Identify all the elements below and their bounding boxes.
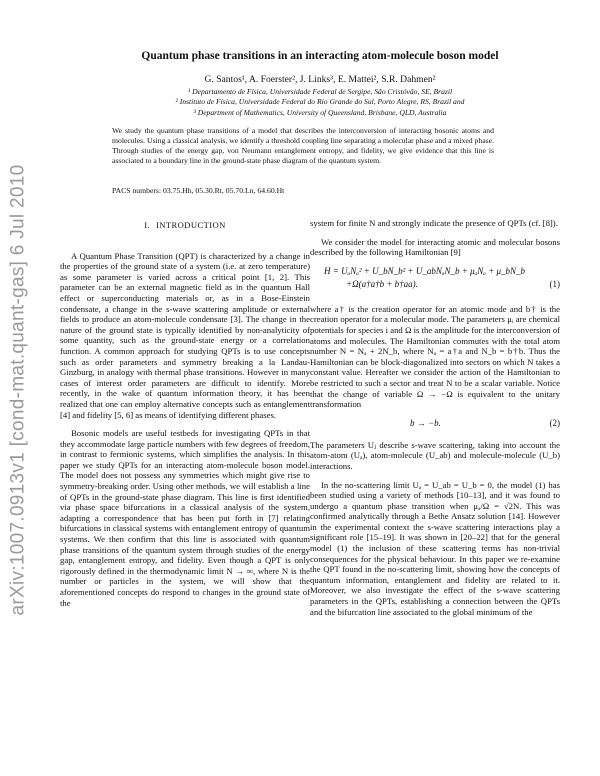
- equation-2-number: (2): [549, 417, 560, 428]
- abstract: We study the quantum phase transitions of a model that describes the interconversion of interacting bosonic atoms and molecules. Using a classical analysis, we identify a threshold coupling line separating a molecular phase and a mixed phase. Through studies of the energy gap, von Neumann entanglement entropy, and fidelity, we give evidence that this line is associated to a boundary line in the ground-state phase diagram of the quantum system.: [112, 126, 494, 166]
- equation-1-number: (1): [549, 278, 560, 289]
- author-list: G. Santos¹, A. Foerster², J. Links³, E. Mattei², S.R. Dahmen²: [204, 74, 436, 85]
- transformation-equation: [310, 418, 560, 432]
- continued-paragraph: system for finite N and strongly indicate the presence of QPTs (cf. [8]).: [310, 218, 558, 228]
- intro-paragraph-1: A Quantum Phase Transition (QPT) is characterized by a change in the properties of the ground state of a system (i.e. at zero temperature) as some parameter is varied across a critical point [1, 2]. This parameter can be an external magnetic field as in the quantum Hall effect or superconducting materials or, as in a Bose-Einstein condensate, a change in the s-wave scattering amplitude or external fields to produce an atom-molecule condensate [3]. The change in the nature of the ground state is typically identified by non-analyticity of some quantity, such as the ground-state energy or a correlation function. A common approach for studying QPTs is to use concepts such as order parameters and symmetry breaking a la Landau-Ginzburg, in analogy with thermal phase transitions. However in many cases of interest order parameters are difficult to identify. More recently, in the wake of quantum information theory, it has been realized that one can employ alternative concepts such as entanglement [4] and fidelity [5, 6] as means of identifying different phases.: [60, 250, 310, 420]
- arxiv-stamp: [4, 164, 32, 616]
- scattering-paragraph: The parameters Uⱼ describe s-wave scattering, taking into account the atom-atom (Uₐ), atom-molecule (U_ab) and molecule-molecule (U_b) interactions.: [310, 439, 560, 471]
- affiliation-2: ² Instituto de Física, Universidade Federal do Rio Grande do Sul, Porto Alegre, RS, Brazil and: [175, 97, 465, 107]
- left-column: [60, 220, 310, 608]
- equation-2-expression: b → −b.: [410, 417, 441, 428]
- section-number: I.: [144, 220, 151, 230]
- hamiltonian-equation: [310, 266, 560, 296]
- model-intro-paragraph: We consider the model for interacting atomic and molecular bosons described by the following Hamiltonian [9]: [310, 236, 560, 258]
- intro-paragraph-2: Bosonic models are useful testbeds for investigating QPTs in that they accommodate large particle numbers with few degrees of freedom, in contrast to fermionic systems, which simplifies the analysis. In this paper we study QPTs for an interacting atom-molecule boson model. The model does not possess any symmetries which might give rise to symmetry-breaking order. Using other methods, we will establish a line of QPTs in the ground-state phase diagram. This line is first identified via phase space bifurcations in a classical analysis of the system, adapting a correspondence that has been put forth in [7] relating bifurcations in classical systems with entanglement entropy of quantum systems. We then confirm that this line is associated with quantum phase transitions of the quantum system through studies of the energy gap, entanglement entropy, and fidelity. Even though a QPT is only rigorously defined in the thermodynamic limit N → ∞, where N is the number or particles in the system, we will show that the aforementioned concepts do respond to changes in the ground state of the: [60, 428, 310, 608]
- hamiltonian-description: where a† is the creation operator for an atomic mode and b† is the creation operator for a molecular mode. The parameters μᵢ are chemical potentials for species i and Ω is the amplitude for the interconversion of atoms and molecules. The Hamiltonian commutes with the total atom number N = Nₐ + 2N_b, where Nₐ = a†a and N_b = b†b. Thus the Hamiltonian can be block-diagonalized into sectors on which N takes a constant value. Hereafter we consider the action of the Hamiltonian to be restricted to such a sector and treat N to be a scalar variable. Notice that the change of variable Ω → −Ω is equivalent to the unitary transformation: [310, 303, 560, 410]
- affiliation-3: ³ Department of Mathematics, University of Queensland, Brisbane, QLD, Australia: [193, 107, 447, 117]
- section-title: INTRODUCTION: [156, 220, 226, 230]
- arxiv-identifier: arXiv:1007.0913v1 [cond-mat.quant-gas] 6 Jul 2010: [7, 164, 28, 616]
- equation-1-line-1: H = UₐNₐ² + U_bN_b² + U_abNₐN_b + μₐNₐ + μ_bN_b: [324, 265, 525, 276]
- no-scattering-paragraph: In the no-scattering limit Uₐ = U_ab = U_b = 0, the model (1) has been studied using a variety of methods [10–13], and it was found to undergo a quantum phase transition when μₐ/Ω = √2N. This was confirmed analytically through a Bethe Ansatz solution [14]. However in the experimental context the s-wave scattering interactions play a significant role [15–19]. It was shown in [20–22] that for the general model (1) the inclusion of these scattering terms has non-trivial consequences for the physical behaviour. In this paper we re-examine the QPT found in the no-scattering limit, showing how the concepts of quantum information, entanglement and fidelity are related to it. Moreover, we also investigate the effect of the s-wave scattering parameters in the QPTs, establishing a connection between the QPTs and the bifurcation line associated to the global minimum of the: [310, 479, 560, 617]
- right-column: [310, 218, 560, 617]
- equation-1-line-2: +Ω(a†a†b + b†aa).: [346, 278, 418, 289]
- section-heading: [60, 220, 310, 231]
- paper-title: Quantum phase transitions in an interacting atom-molecule boson model: [141, 50, 499, 62]
- affiliations: [60, 87, 580, 118]
- affiliation-1: ¹ Departamento de Física, Universidade Federal de Sergipe, São Cristóvão, SE, Brazil: [187, 87, 453, 96]
- pacs-numbers: PACS numbers: 03.75.Hh, 05.30.Rt, 05.70.Ln, 64.60.Ht: [112, 186, 285, 195]
